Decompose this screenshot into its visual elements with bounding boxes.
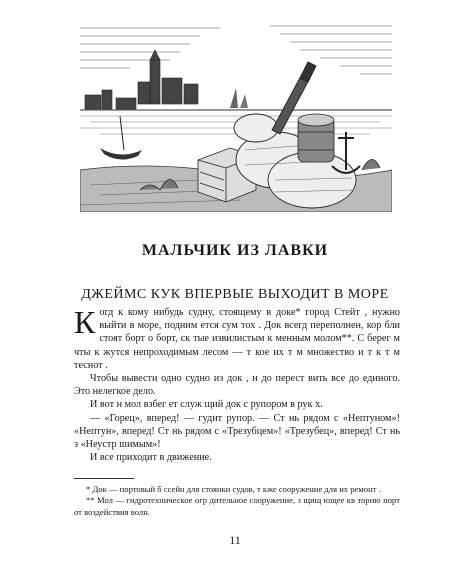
page-number: 11 [229,533,241,547]
footnote-2: ** Мол — гидротехническое огр дительное сооружение, з щищ ющее кв торию порт от воздействия волн. [74,495,400,517]
paragraph-4: — «Горец», вперед! — гудит рупор. — Ст нь рядом с «Нептуном»! «Нептун», вперед! Ст нь рядом с «Трезубцем»! «Трезубец», вперед! Ст нь з «Неустр шимым»! [74,412,400,451]
harbor-illustration [80,20,392,212]
paragraph-text: огд к кому нибудь судну, стоящему в доке* город Стейт , нужно выйти в море, подним ется сум тох . Док всегд переполнен, кор бли стоят борт о борт, ск тые извилистым к менным молом**. С берег м чты к жутся непроходимым лесом — т кое их т м множество и т к т м теснот . [74,307,400,371]
paragraph-5: И все приходит в движение. [90,452,212,464]
footnotes [74,484,400,518]
chapter-title: МАЛЬЧИК ИЗ ЛАВКИ [141,242,329,259]
chapter-subtitle: ДЖЕЙМС КУК ВПЕРВЫЕ ВЫХОДИТ В МОРЕ [81,287,389,302]
body-text [74,306,400,464]
footnote-divider [74,478,134,479]
paragraph-3: И вот н мол взбег ет служ щий док с рупором в рук х. [90,399,323,411]
paragraph-1 [74,306,400,372]
paragraph-2: Чтобы вывести одно судно из док , н до перест вить все до единого. Это нелегкое дело. [74,373,400,398]
harbor-illustration-drawing [80,20,392,212]
footnote-1: * Док — портовый б ссейн для стоянки судов, т кже сооружение для их ремонт . [86,484,381,494]
drop-cap: К [74,304,96,340]
